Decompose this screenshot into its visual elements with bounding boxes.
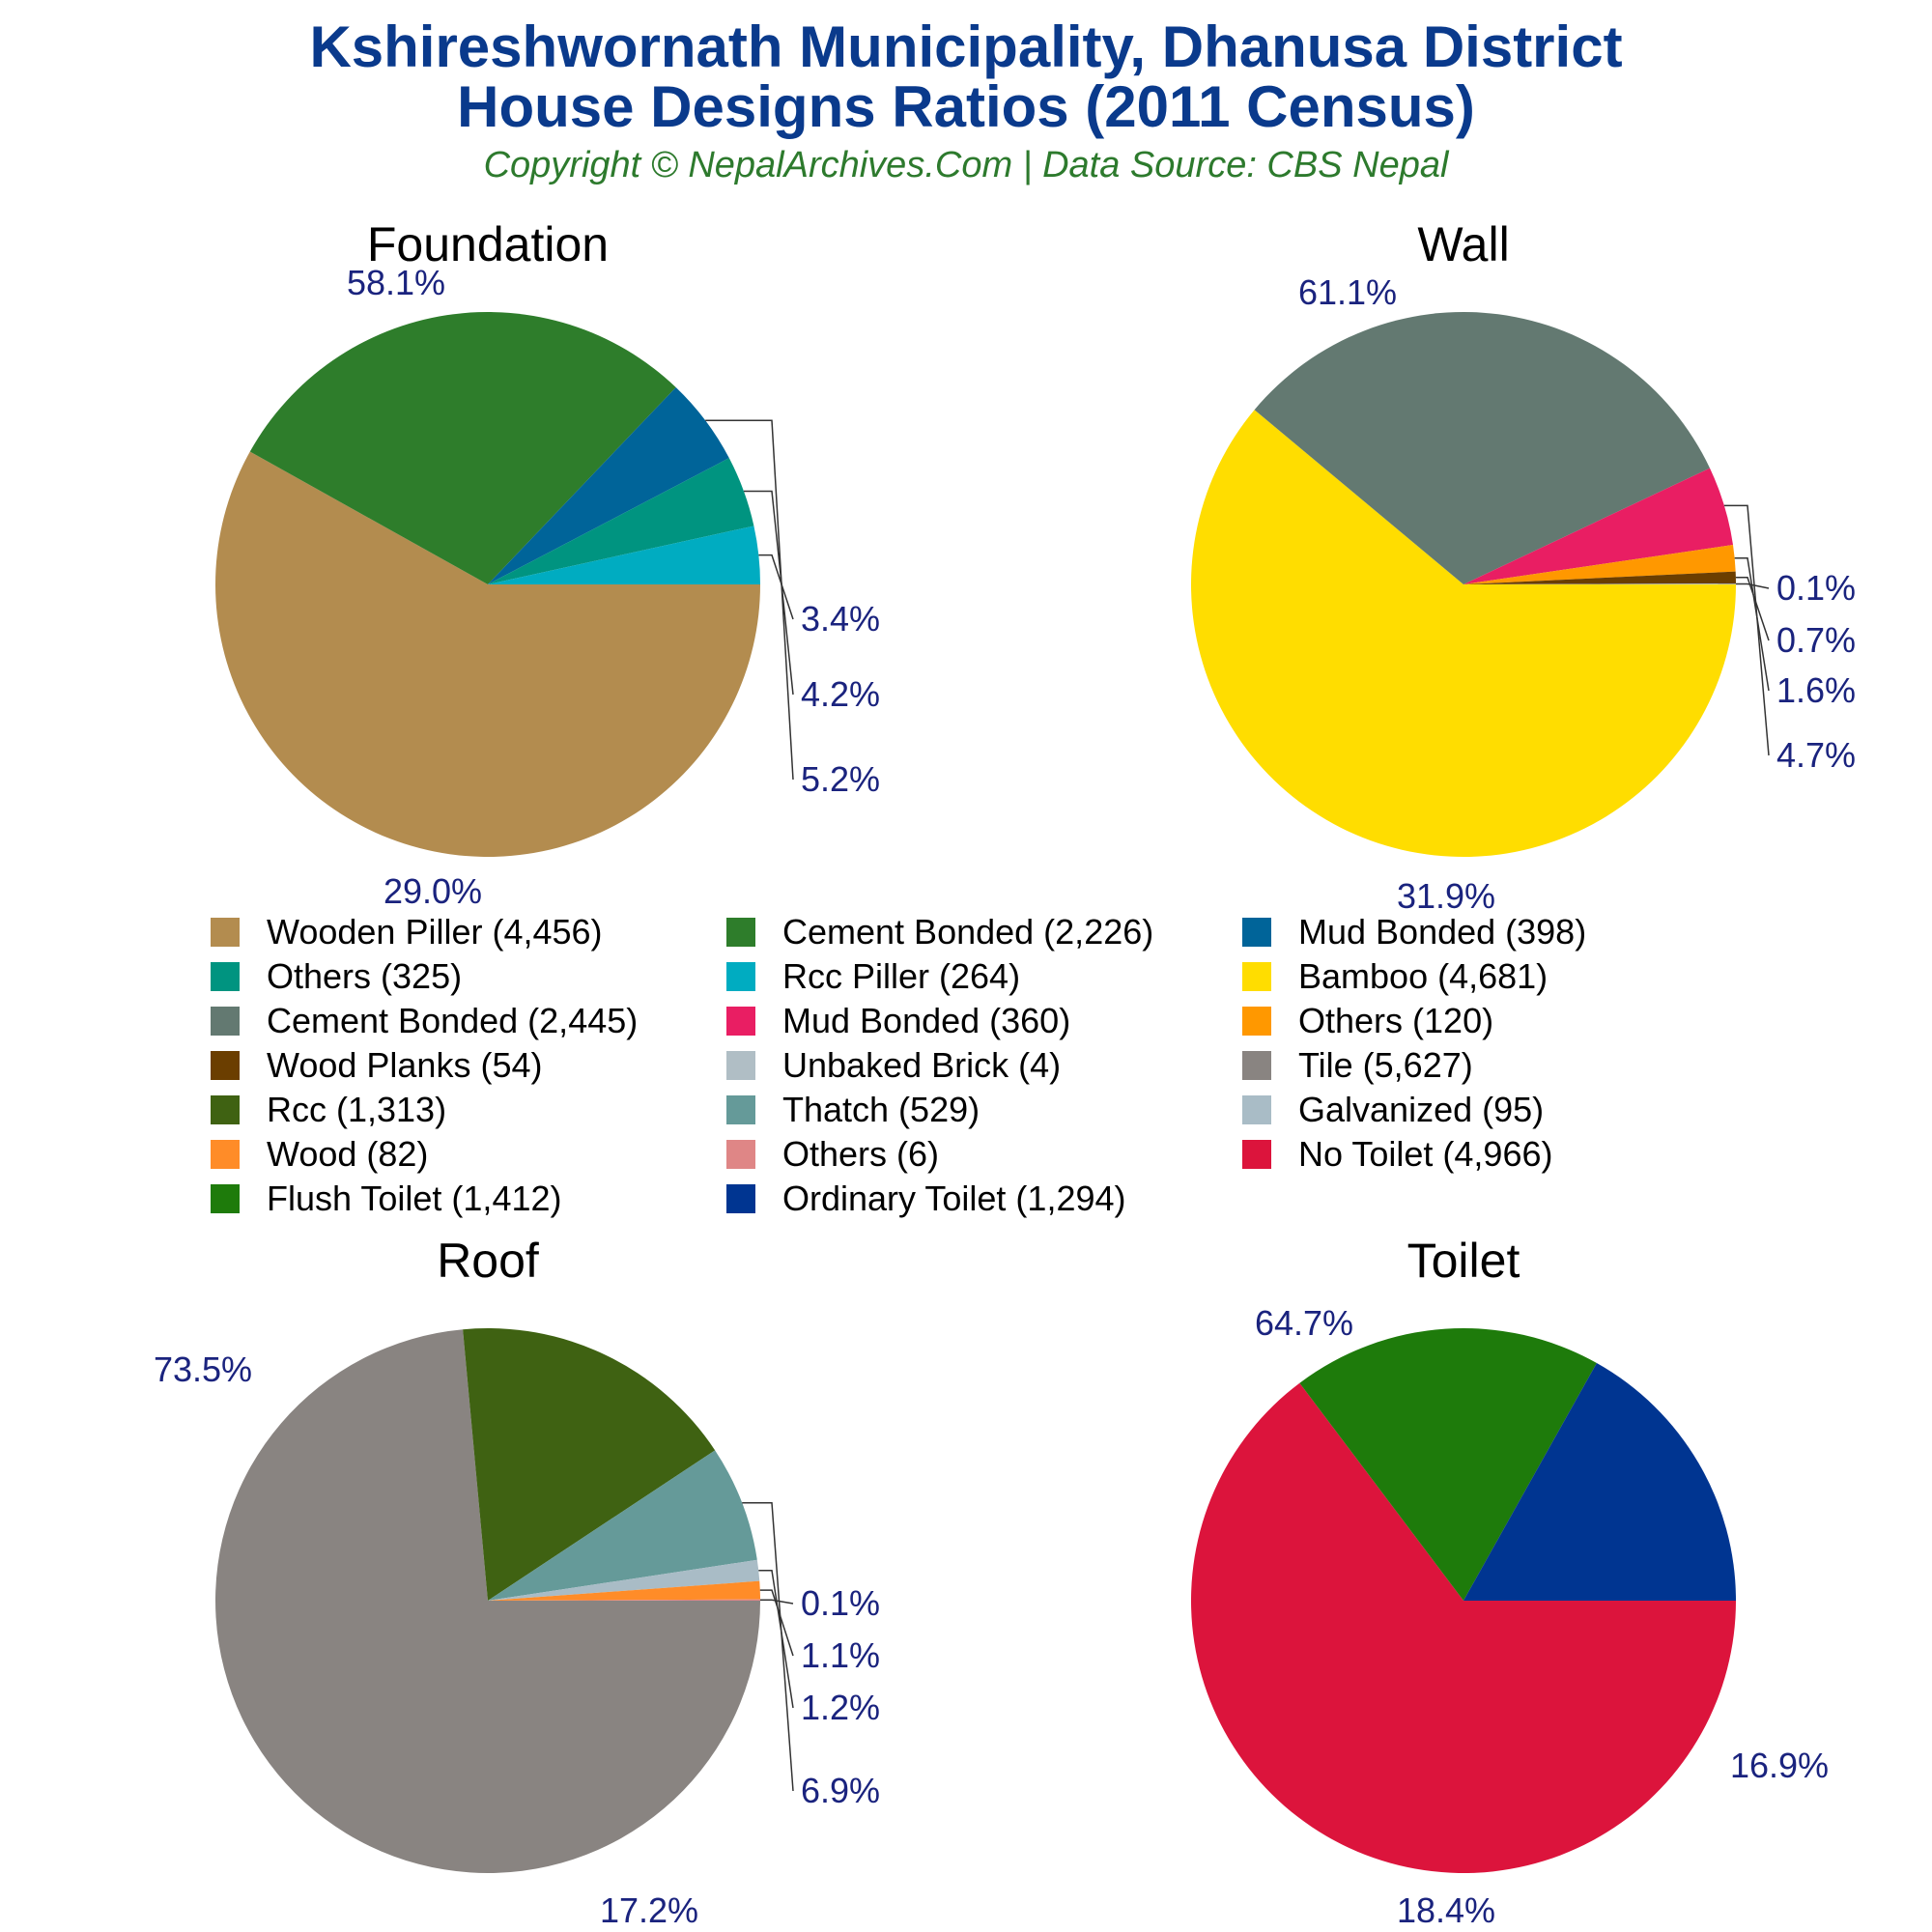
legend-swatch — [726, 1051, 755, 1080]
legend-swatch — [211, 1140, 240, 1169]
legend-swatch — [211, 1184, 240, 1213]
legend-swatch — [211, 1007, 240, 1036]
legend-item — [211, 1089, 726, 1129]
legend-swatch — [211, 918, 240, 947]
legend-swatch — [1242, 1095, 1271, 1124]
pie-title-toilet: Toilet — [1406, 1234, 1520, 1288]
legend-swatch — [211, 1051, 240, 1080]
pct-label-thatch: 6.9% — [801, 1771, 881, 1810]
pct-label-mud-bonded: 5.2% — [801, 759, 881, 799]
legend-item — [726, 1000, 1242, 1040]
legend-label: Others (120) — [1298, 1000, 1494, 1040]
pie-title-foundation: Foundation — [366, 217, 610, 271]
pie-chart-wall — [1191, 217, 1856, 916]
legend-label: No Toilet (4,966) — [1298, 1133, 1553, 1174]
legend-item — [211, 911, 726, 952]
legend-item — [1242, 955, 1758, 996]
legend-item — [1242, 1133, 1758, 1174]
legend-item — [211, 955, 726, 996]
legend-item — [211, 1133, 726, 1174]
pct-label-wooden-piller: 58.1% — [346, 263, 446, 302]
pie-chart-roof — [154, 1234, 880, 1930]
legend-swatch — [726, 1184, 755, 1213]
legend-swatch — [726, 1140, 755, 1169]
legend-label: Bamboo (4,681) — [1298, 955, 1548, 996]
legend-label: Thatch (529) — [782, 1089, 980, 1129]
pie-title-wall: Wall — [1417, 217, 1510, 271]
pct-label-ordinary-toilet: 16.9% — [1729, 1746, 1830, 1785]
legend-swatch — [1242, 962, 1271, 991]
pct-label-cement-bonded: 29.0% — [383, 871, 483, 911]
legend-label: Wooden Piller (4,456) — [267, 911, 603, 952]
legend-label: Wood (82) — [267, 1133, 429, 1174]
legend — [211, 911, 1756, 1218]
pct-label-wood-planks: 0.7% — [1776, 620, 1857, 660]
legend-swatch — [211, 962, 240, 991]
legend-swatch — [1242, 918, 1271, 947]
pie-chart-toilet — [1191, 1234, 1829, 1930]
legend-swatch — [726, 1095, 755, 1124]
legend-swatch — [1242, 1051, 1271, 1080]
legend-item — [1242, 1089, 1758, 1129]
pct-label-rcc: 17.2% — [599, 1890, 699, 1930]
legend-item — [1242, 1044, 1758, 1085]
chart-title-line2: House Designs Ratios (2011 Census) — [457, 74, 1475, 139]
legend-label: Cement Bonded (2,445) — [267, 1000, 639, 1040]
pct-label-no-toilet: 64.7% — [1254, 1303, 1354, 1343]
legend-label: Galvanized (95) — [1298, 1089, 1545, 1129]
legend-item — [726, 1044, 1242, 1085]
pie-chart-foundation — [215, 217, 880, 911]
pct-label-rcc-piller: 3.4% — [801, 599, 881, 639]
pct-label-galvanized: 1.2% — [801, 1688, 881, 1727]
pie-title-roof: Roof — [437, 1234, 539, 1288]
legend-item — [726, 1180, 1242, 1216]
legend-item — [726, 1133, 1242, 1174]
leader-line-rcc-piller — [758, 555, 793, 619]
pct-label-others: 0.1% — [801, 1583, 881, 1623]
legend-swatch — [726, 1007, 755, 1036]
legend-label: Unbaked Brick (4) — [782, 1044, 1062, 1085]
legend-item — [211, 1044, 726, 1085]
legend-label: Mud Bonded (398) — [1298, 911, 1587, 952]
legend-label: Cement Bonded (2,226) — [782, 911, 1154, 952]
pct-label-flush-toilet: 18.4% — [1396, 1890, 1496, 1930]
legend-label: Mud Bonded (360) — [782, 1000, 1071, 1040]
legend-item — [1242, 911, 1758, 952]
legend-swatch — [1242, 1007, 1271, 1036]
legend-label: Rcc Piller (264) — [782, 955, 1021, 996]
chart-subtitle: Copyright © NepalArchives.Com | Data Source: CBS Nepal — [483, 145, 1449, 185]
legend-swatch — [726, 962, 755, 991]
pct-label-unbaked-brick: 0.1% — [1776, 568, 1857, 608]
legend-label: Wood Planks (54) — [267, 1044, 543, 1085]
legend-swatch — [726, 918, 755, 947]
pct-label-mud-bonded: 4.7% — [1776, 735, 1857, 775]
pct-label-wood: 1.1% — [801, 1635, 881, 1675]
pct-label-bamboo: 61.1% — [1297, 272, 1398, 312]
pct-label-cement-bonded: 31.9% — [1396, 876, 1496, 916]
pct-label-others: 4.2% — [801, 674, 881, 714]
legend-item — [211, 1180, 726, 1216]
legend-swatch — [1242, 1140, 1271, 1169]
legend-label: Rcc (1,313) — [267, 1089, 447, 1129]
legend-label: Tile (5,627) — [1298, 1044, 1473, 1085]
legend-item — [211, 1000, 726, 1040]
legend-item — [726, 955, 1242, 996]
legend-item — [726, 911, 1242, 952]
legend-label: Others (325) — [267, 955, 463, 996]
legend-swatch — [211, 1095, 240, 1124]
legend-label: Others (6) — [782, 1133, 940, 1174]
legend-label: Flush Toilet (1,412) — [267, 1178, 562, 1218]
pct-label-tile: 73.5% — [153, 1350, 253, 1389]
legend-item — [1242, 1000, 1758, 1040]
legend-item — [726, 1089, 1242, 1129]
pct-label-others: 1.6% — [1776, 670, 1857, 710]
chart-title-line1: Kshireshwornath Municipality, Dhanusa District — [309, 14, 1623, 79]
legend-label: Ordinary Toilet (1,294) — [782, 1178, 1126, 1218]
